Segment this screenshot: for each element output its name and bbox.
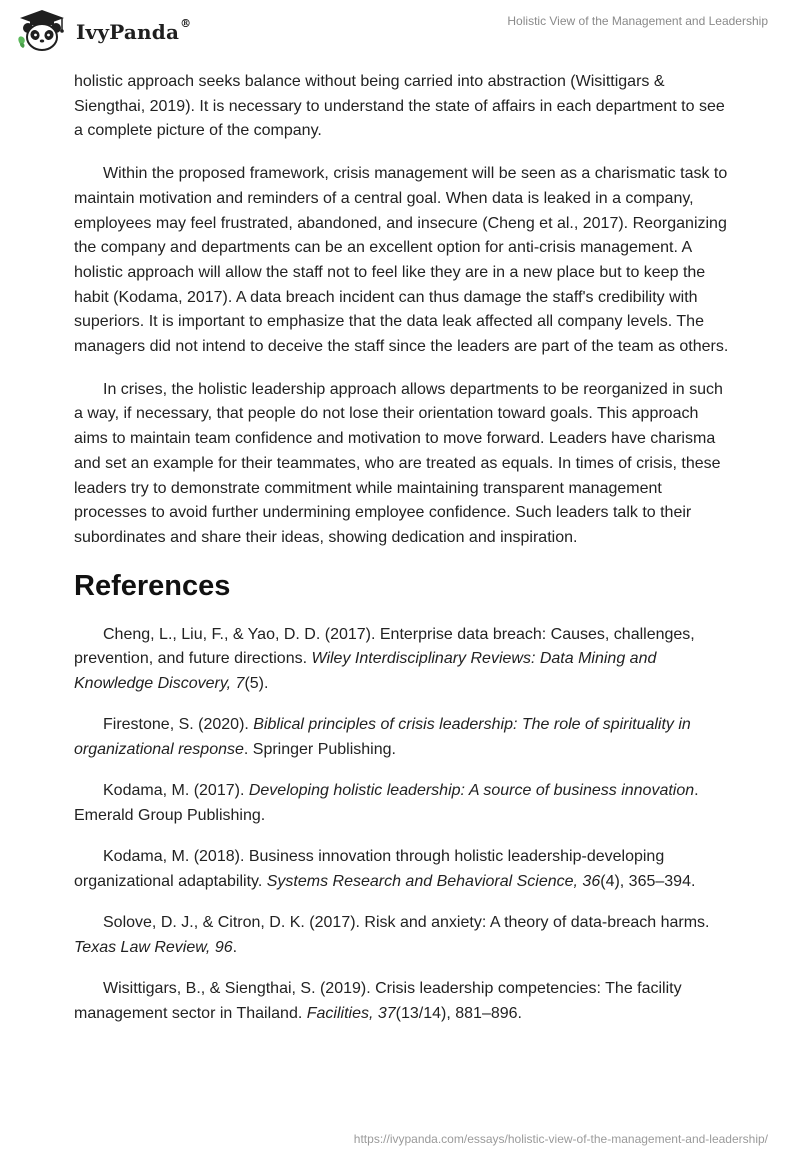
reference-entry: Wisittigars, B., & Siengthai, S. (2019). Crisis leadership competencies: The facility management sector in Thailand. Facilities, 37(13/14), 881–896. [74, 979, 682, 1022]
essay-content [74, 70, 734, 1043]
reference-entry: Firestone, S. (2020). Biblical principles of crisis leadership: The role of spirituality in organizational response. Springer Publishing. [74, 716, 691, 758]
panda-graduate-icon [14, 8, 70, 54]
page-header [0, 0, 800, 64]
reference-entry: Cheng, L., Liu, F., & Yao, D. D. (2017). Enterprise data breach: Causes, challenges, prevention, and future directions. Wiley Interdisciplinary Reviews: Data Mining and Knowledge Discovery, 7(5). [74, 625, 695, 693]
logo-wordmark: IvyPanda® [76, 17, 192, 44]
reference-entry: Kodama, M. (2018). Business innovation through holistic leadership-developing organizational adaptability. Systems Research and Behavioral Science, 36(4), 365–394. [74, 848, 696, 890]
reference-entry: Kodama, M. (2017). Developing holistic leadership: A source of business innovation. Emerald Group Publishing. [74, 782, 699, 824]
body-paragraph: Within the proposed framework, crisis management will be seen as a charismatic task to maintain motivation and reminders of a central goal. When data is leaked in a company, employees may feel frustrated, abandoned, and insecure (Cheng et al., 2017). Reorganizing the company and departments can be an excellent option for anti-crisis management. A holistic approach will allow the staff not to feel like they are in a new place but to keep the habit (Kodama, 2017). A data breach incident can thus damage the staff's credibility with superiors. It is important to emphasize that the data leak affected all company levels. The managers did not intend to deceive the staff since the leaders are part of the team as others. [74, 165, 729, 356]
body-paragraph: holistic approach seeks balance without being carried into abstraction (Wisittigars & Siengthai, 2019). It is necessary to understand the state of affairs in each department to see a complete picture of the company. [74, 73, 725, 140]
ivypanda-logo[interactable] [14, 8, 191, 54]
body-paragraph: In crises, the holistic leadership approach allows departments to be reorganized in such a way, if necessary, that people do not lose their orientation toward goals. This approach aims to maintain team confidence and motivation to move forward. Leaders have charisma and set an example for their teammates, who are treated as equals. In times of crisis, these leaders try to demonstrate commitment while maintaining transparent management processes to avoid further undermining employee confidence. Such leaders talk to their subordinates and share their ideas, showing dedication and inspiration. [74, 380, 723, 546]
references-heading: References [74, 569, 231, 602]
source-url[interactable]: https://ivypanda.com/essays/holistic-view-of-the-management-and-leadership/ [353, 1132, 768, 1146]
document-title: Holistic View of the Management and Leadership [507, 14, 768, 28]
reference-entry: Solove, D. J., & Citron, D. K. (2017). Risk and anxiety: A theory of data-breach harms. Texas Law Review, 96. [74, 913, 710, 956]
